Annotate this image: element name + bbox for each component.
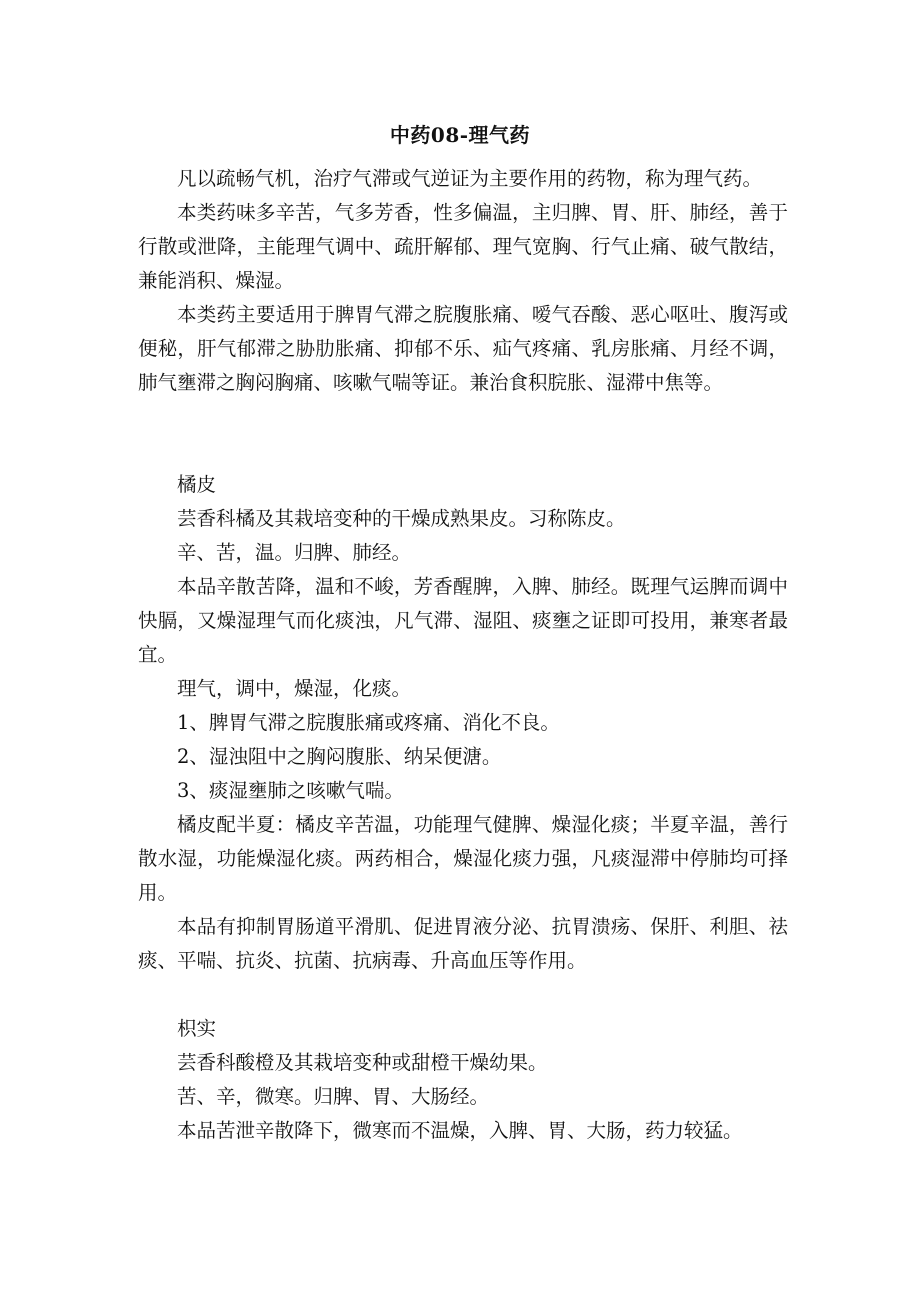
herb-analysis: 本品苦泄辛散降下，微寒而不温燥，入脾、胃、大肠，药力较猛。 [177, 1119, 743, 1142]
herb-source: 芸香科橘及其栽培变种的干燥成熟果皮。习称陈皮。 [177, 507, 626, 530]
herb-use-item: 1、脾胃气滞之脘腹胀痛或疼痛、消化不良。 [177, 711, 560, 734]
herb-heading: 枳实 [177, 1017, 217, 1040]
intro-paragraph: 凡以疏畅气机，治疗气滞或气逆证为主要作用的药物，称为理气药。 [177, 167, 763, 190]
intro-paragraph: 本类药主要适用于脾胃气滞之脘腹胀痛、嗳气吞酸、恶心呕吐、腹泻或便秘，肝气郁滞之胁肋胀痛、抑郁不乐、疝气疼痛、乳房胀痛、月经不调，肺气壅滞之胸闷胸痛、咳嗽气喘等证。兼治食积脘胀、湿滞中焦等。 [138, 303, 788, 394]
herb-pairing: 橘皮配半夏：橘皮辛苦温，功能理气健脾、燥湿化痰；半夏辛温，善行散水湿，功能燥湿化痰。两药相合，燥湿化痰力强，凡痰湿滞中停肺均可择用。 [138, 813, 788, 904]
intro-paragraph: 本类药味多辛苦，气多芳香，性多偏温，主归脾、胃、肝、肺经，善于行散或泄降，主能理气调中、疏肝解郁、理气宽胸、行气止痛、破气散结，兼能消积、燥湿。 [138, 201, 788, 292]
herb-pharmacology: 本品有抑制胃肠道平滑肌、促进胃液分泌、抗胃溃疡、保肝、利胆、祛痰、平喘、抗炎、抗菌、抗病毒、升高血压等作用。 [138, 915, 788, 972]
section-gap [138, 400, 788, 434]
page-title: 中药08-理气药 [389, 123, 531, 147]
herb-effects: 理气，调中，燥湿，化痰。 [177, 677, 412, 700]
herb-source: 芸香科酸橙及其栽培变种或甜橙干燥幼果。 [177, 1051, 548, 1074]
herb-nature: 苦、辛，微寒。归脾、胃、大肠经。 [177, 1085, 490, 1108]
document-body [138, 162, 788, 1148]
herb-heading: 橘皮 [177, 473, 217, 496]
herb-nature: 辛、苦，温。归脾、肺经。 [177, 541, 412, 564]
section-gap [138, 434, 788, 468]
section-gap [138, 978, 788, 1012]
herb-use-item: 2、湿浊阻中之胸闷腹胀、纳呆便溏。 [177, 745, 502, 768]
herb-use-item: 3、痰湿壅肺之咳嗽气喘。 [177, 779, 404, 802]
herb-analysis: 本品辛散苦降，温和不峻，芳香醒脾，入脾、肺经。既理气运脾而调中快膈，又燥湿理气而化痰浊，凡气滞、湿阻、痰壅之证即可投用，兼寒者最宜。 [138, 575, 788, 666]
